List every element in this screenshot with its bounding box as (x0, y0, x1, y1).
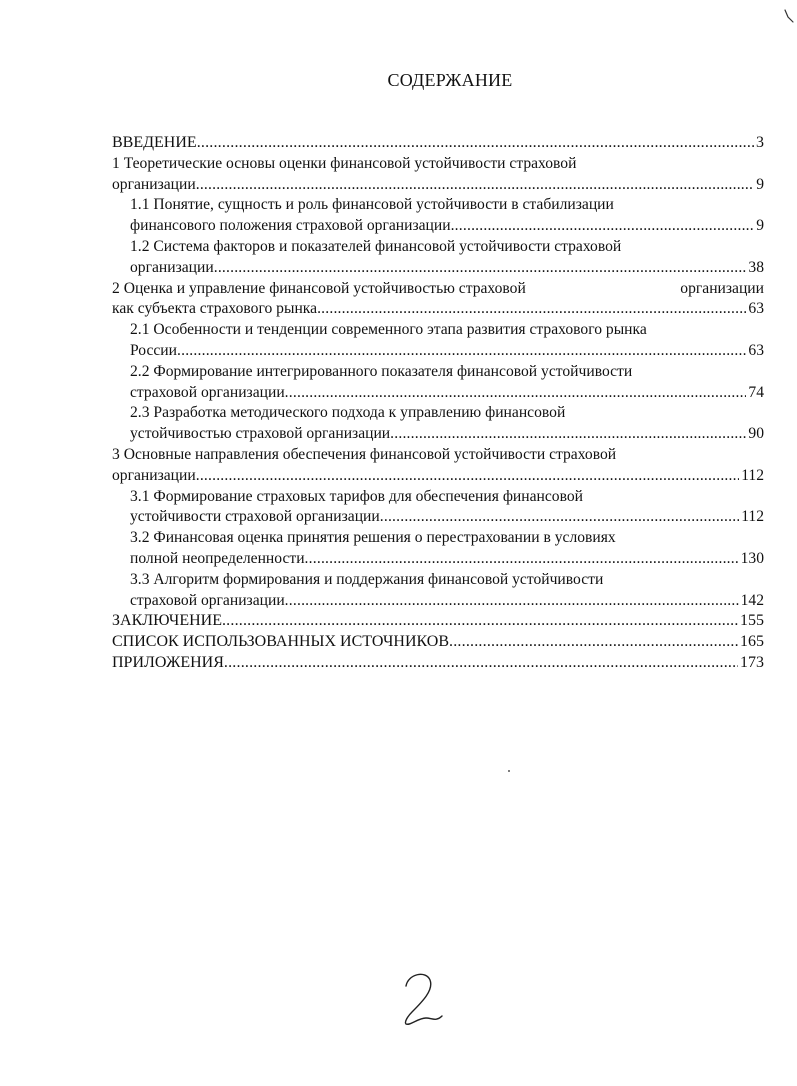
toc-entry-label-cont: устойчивости страховой организации (130, 508, 380, 526)
toc-entry-chapter-3[interactable] (112, 445, 764, 487)
toc-entry-conclusion[interactable] (112, 611, 764, 632)
dot-leader (451, 216, 755, 237)
toc-page-number: 74 (748, 383, 764, 401)
page-title: СОДЕРЖАНИЕ (387, 70, 513, 90)
toc-entry-label: 2.3 Разработка методического подхода к управлению финансовой (130, 404, 566, 422)
dot-leader (197, 133, 754, 154)
toc-page-number: 142 (740, 591, 764, 609)
dot-leader (317, 299, 746, 320)
toc-entry-label: 2.2 Формирование интегрированного показателя финансовой устойчивости (130, 362, 633, 380)
toc-entry-section-1-2[interactable] (112, 237, 764, 279)
toc-entry-label: СПИСОК ИСПОЛЬЗОВАННЫХ ИСТОЧНИКОВ (112, 633, 450, 651)
toc-entry-label-end: организации (680, 279, 764, 297)
toc-entry-label: ВВЕДЕНИЕ (112, 134, 197, 151)
handwritten-page-number (396, 968, 446, 1028)
toc-entry-sources[interactable] (112, 632, 764, 653)
toc-entry-label: 3.1 Формирование страховых тарифов для обеспечения финансовой (130, 487, 583, 505)
toc-entry-label: 2 Оценка и управление финансовой устойчивостью страховой (112, 279, 526, 297)
toc-page-number: 90 (748, 425, 764, 443)
toc-entry-appendix[interactable] (112, 653, 764, 674)
scan-speck (508, 770, 510, 772)
dot-leader (196, 466, 739, 487)
toc-entry-label: 3 Основные направления обеспечения финансовой устойчивости страховой (112, 445, 617, 463)
toc-entry-section-3-2[interactable] (112, 528, 764, 570)
toc-entry-label-cont: организации (112, 175, 196, 193)
toc-entry-label-cont: организации (130, 258, 214, 276)
toc-entry-label: 1.1 Понятие, сущность и роль финансовой устойчивости в стабилизации (130, 196, 614, 214)
toc-entry-section-1-1[interactable] (112, 195, 764, 237)
toc-entry-section-2-2[interactable] (112, 362, 764, 404)
toc-entry-label-cont: России (130, 341, 178, 359)
table-of-contents (112, 133, 764, 674)
toc-entry-label: 1.2 Система факторов и показателей финансовой устойчивости страховой (130, 237, 622, 255)
toc-page-number: 165 (740, 633, 764, 651)
toc-entry-label-cont: устойчивостью страховой организации (130, 425, 391, 443)
toc-page-number: 9 (756, 175, 764, 193)
dot-leader (285, 591, 739, 612)
toc-page-number: 155 (740, 612, 764, 630)
toc-entry-label-cont: страховой организации (130, 383, 285, 401)
dot-leader (380, 507, 739, 528)
toc-entry-section-2-1[interactable] (112, 320, 764, 362)
toc-page-number: 130 (740, 549, 764, 567)
toc-entry-label-cont: полной неопределенности (130, 549, 305, 567)
toc-entry-label-cont: страховой организации (130, 591, 285, 609)
toc-entry-label: 2.1 Особенности и тенденции современного этапа развития страхового рынка (130, 321, 647, 339)
toc-page-number: 63 (748, 341, 764, 359)
toc-entry-chapter-2[interactable] (112, 279, 764, 321)
corner-mark (783, 8, 795, 24)
dot-leader (177, 341, 746, 362)
toc-page-number: 3 (756, 134, 764, 151)
dot-leader (449, 632, 738, 653)
toc-entry-label-cont: как субъекта страхового рынка (112, 300, 318, 318)
toc-entry-label: 1 Теоретические основы оценки финансовой устойчивости страховой (112, 154, 577, 172)
dot-leader (305, 549, 739, 570)
toc-page-number: 112 (741, 466, 764, 484)
dot-leader (196, 175, 754, 196)
toc-page-number: 38 (748, 258, 764, 276)
toc-entry-chapter-1[interactable] (112, 154, 764, 196)
toc-page-number: 112 (741, 508, 764, 526)
toc-entry-label: ЗАКЛЮЧЕНИЕ (112, 612, 222, 630)
toc-entry-label-cont: финансового положения страховой организации (130, 217, 451, 235)
toc-entry-label-cont: организации (112, 466, 196, 484)
toc-page-number: 9 (756, 217, 764, 235)
toc-entry-section-3-1[interactable] (112, 487, 764, 529)
toc-entry-intro[interactable] (112, 133, 764, 154)
dot-leader (224, 653, 738, 674)
toc-entry-section-3-3[interactable] (112, 570, 764, 612)
dot-leader (214, 258, 747, 279)
toc-entry-label: 3.3 Алгоритм формирования и поддержания финансовой устойчивости (130, 570, 604, 588)
toc-entry-label: ПРИЛОЖЕНИЯ (112, 653, 224, 671)
toc-entry-label: 3.2 Финансовая оценка принятия решения о перестраховании в условиях (130, 529, 616, 547)
dot-leader (285, 383, 747, 404)
dot-leader (222, 611, 738, 632)
toc-page-number: 173 (740, 653, 764, 671)
toc-page-number: 63 (748, 300, 764, 318)
toc-entry-section-2-3[interactable] (112, 403, 764, 445)
dot-leader (390, 424, 746, 445)
